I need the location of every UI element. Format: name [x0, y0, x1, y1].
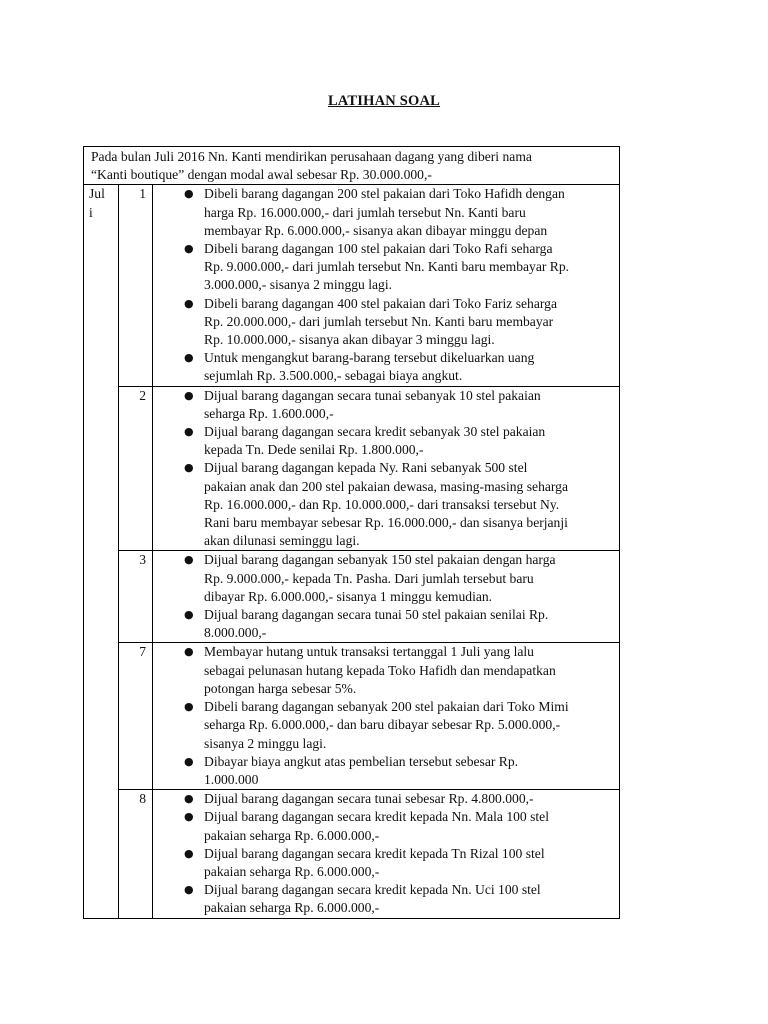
transaction-line: Dijual barang dagangan secara kredit sebanyak 30 stel pakaian	[204, 424, 546, 440]
transaction-line: akan dilunasi seminggu lagi.	[204, 533, 360, 549]
intro-line: “Kanti boutique” dengan modal awal sebesar Rp. 30.000.000,-	[91, 167, 432, 183]
transaction-line: pakaian seharga Rp. 6.000.000,-	[204, 827, 380, 843]
transaction-line: potongan harga sebesar 5%.	[204, 680, 357, 696]
transaction-line: 8.000.000,-	[204, 625, 267, 641]
transaction-line: Dibayar biaya angkut atas pembelian tersebut sebesar Rp.	[204, 753, 519, 769]
transaction-line: kepada Tn. Dede senilai Rp. 1.800.000,-	[204, 442, 424, 458]
transaction-item	[153, 753, 614, 789]
transaction-item	[153, 698, 614, 753]
transaction-list	[153, 790, 614, 917]
transaction-list	[153, 185, 614, 385]
transaction-line: Rp. 10.000.000,- sisanya akan dibayar 3 minggu lagi.	[204, 332, 495, 348]
transaction-line: dibayar Rp. 6.000.000,- sisanya 1 minggu kemudian.	[204, 588, 493, 604]
transaction-line: membayar Rp. 6.000.000,- sisanya akan dibayar minggu depan	[204, 222, 548, 238]
bullet-dot-icon: ●	[184, 425, 194, 439]
transactions-cell	[153, 185, 620, 386]
transaction-line: Dijual barang dagangan secara kredit kepada Nn. Uci 100 stel	[204, 882, 541, 898]
transaction-line: Dibeli barang dagangan sebanyak 200 stel pakaian dari Toko Mimi	[204, 699, 569, 715]
bullet-dot-icon: ●	[184, 242, 194, 256]
entry-row	[84, 386, 620, 551]
transaction-item	[153, 551, 614, 606]
transaction-line: harga Rp. 16.000.000,- dari jumlah tersebut Nn. Kanti baru	[204, 204, 526, 220]
transaction-list	[153, 387, 614, 551]
bullet-dot-icon: ●	[184, 754, 194, 768]
bullet-dot-icon: ●	[184, 700, 194, 714]
transaction-list	[153, 643, 614, 789]
bullet-dot-icon: ●	[184, 810, 194, 824]
transaction-line: Rani baru membayar sebesar Rp. 16.000.000,- dan sisanya berjanji	[204, 515, 568, 531]
bullet-dot-icon: ●	[184, 645, 194, 659]
bullet-dot-icon: ●	[184, 608, 194, 622]
transaction-line: Dijual barang dagangan secara tunai sebanyak 10 stel pakaian	[204, 387, 541, 403]
transaction-line: Dijual barang dagangan secara tunai 50 stel pakaian senilai Rp.	[204, 607, 549, 623]
transaction-item	[153, 240, 614, 295]
transaction-line: Dijual barang dagangan sebanyak 150 stel pakaian dengan harga	[204, 552, 556, 568]
transaction-line: Dibeli barang dagangan 200 stel pakaian dari Toko Hafidh dengan	[204, 186, 565, 202]
transaction-line: Dibeli barang dagangan 100 stel pakaian dari Toko Rafi seharga	[204, 241, 553, 257]
entry-row	[84, 551, 620, 643]
transactions-cell	[153, 386, 620, 551]
bullet-dot-icon: ●	[184, 296, 194, 310]
bullet-dot-icon: ●	[184, 351, 194, 365]
transaction-line: Dijual barang dagangan kepada Ny. Rani sebanyak 500 stel	[204, 460, 528, 476]
transaction-line: Membayar hutang untuk transaksi tertanggal 1 Juli yang lalu	[204, 644, 534, 660]
date-cell: 7	[119, 643, 153, 790]
transaction-line: Dijual barang dagangan secara kredit kepada Tn Rizal 100 stel	[204, 845, 545, 861]
transaction-line: pakaian seharga Rp. 6.000.000,-	[204, 863, 380, 879]
bullet-dot-icon: ●	[184, 187, 194, 201]
bullet-dot-icon: ●	[184, 553, 194, 567]
transaction-item	[153, 808, 614, 844]
transaction-item	[153, 845, 614, 881]
transaction-item	[153, 387, 614, 423]
transactions-cell	[153, 643, 620, 790]
transaction-line: 1.000.000	[204, 771, 259, 787]
transaction-item	[153, 606, 614, 642]
bullet-dot-icon: ●	[184, 388, 194, 402]
transaction-line: seharga Rp. 6.000.000,- dan baru dibayar sebesar Rp. 5.000.000,-	[204, 717, 561, 733]
entry-row	[84, 185, 620, 386]
transaction-line: seharga Rp. 1.600.000,-	[204, 405, 334, 421]
transaction-item	[153, 349, 614, 385]
exercise-table-body	[84, 147, 620, 919]
date-cell: 1	[119, 185, 153, 386]
transaction-line: sisanya 2 minggu lagi.	[204, 735, 327, 751]
transaction-line: Rp. 16.000.000,- dan Rp. 10.000.000,- dari transaksi tersebut Ny.	[204, 496, 560, 512]
transaction-list	[153, 551, 614, 642]
transaction-line: Dijual barang dagangan secara tunai sebesar Rp. 4.800.000,-	[204, 791, 534, 807]
transaction-line: Untuk mengangkut barang-barang tersebut dikeluarkan uang	[204, 350, 535, 366]
entry-row	[84, 643, 620, 790]
transaction-line: 3.000.000,- sisanya 2 minggu lagi.	[204, 277, 393, 293]
transaction-line: sejumlah Rp. 3.500.000,- sebagai biaya angkut.	[204, 368, 463, 384]
transaction-line: Rp. 9.000.000,- kepada Tn. Pasha. Dari jumlah tersebut baru	[204, 570, 534, 586]
transactions-cell	[153, 551, 620, 643]
intro-row	[84, 147, 620, 185]
date-cell: 8	[119, 790, 153, 918]
transaction-item	[153, 423, 614, 459]
transaction-item	[153, 295, 614, 350]
transaction-line: Rp. 9.000.000,- dari jumlah tersebut Nn. Kanti baru membayar Rp.	[204, 259, 570, 275]
transaction-line: pakaian anak dan 200 stel pakaian dewasa, masing-masing seharga	[204, 478, 569, 494]
month-label: Jul	[89, 186, 105, 202]
transaction-line: sebagai pelunasan hutang kepada Toko Hafidh dan mendapatkan	[204, 662, 556, 678]
transactions-cell	[153, 790, 620, 918]
transaction-line: Dibeli barang dagangan 400 stel pakaian dari Toko Fariz seharga	[204, 295, 557, 311]
transaction-line: Dijual barang dagangan secara kredit kepada Nn. Mala 100 stel	[204, 809, 549, 825]
intro-line: Pada bulan Juli 2016 Nn. Kanti mendirikan perusahaan dagang yang diberi nama	[91, 149, 532, 164]
transaction-item	[153, 185, 614, 240]
entry-row	[84, 790, 620, 918]
month-cell	[84, 185, 119, 918]
transaction-line: pakaian seharga Rp. 6.000.000,-	[204, 900, 380, 916]
date-cell: 2	[119, 386, 153, 551]
transaction-line: Rp. 20.000.000,- dari jumlah tersebut Nn. Kanti baru membayar	[204, 313, 554, 329]
month-label: i	[89, 204, 93, 220]
bullet-dot-icon: ●	[184, 883, 194, 897]
page-title: LATIHAN SOAL	[327, 93, 441, 109]
date-cell: 3	[119, 551, 153, 643]
transaction-item	[153, 643, 614, 698]
transaction-item	[153, 881, 614, 917]
bullet-dot-icon: ●	[184, 792, 194, 806]
transaction-item	[153, 790, 614, 808]
bullet-dot-icon: ●	[184, 461, 194, 475]
bullet-dot-icon: ●	[184, 846, 194, 860]
exercise-table	[83, 146, 620, 919]
intro-cell	[84, 147, 620, 185]
transaction-item	[153, 459, 614, 550]
